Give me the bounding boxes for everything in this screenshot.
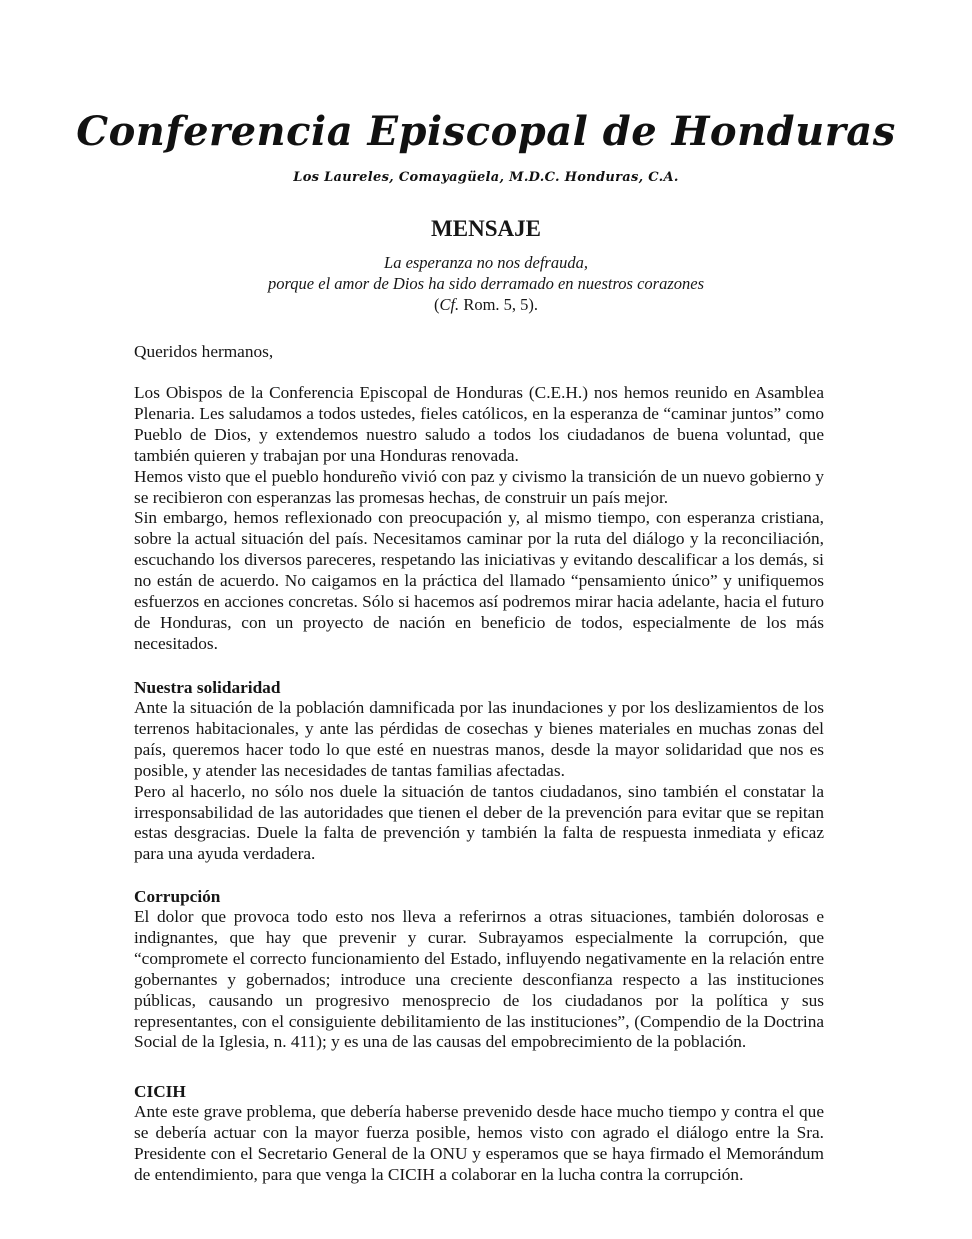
- section-heading-solidaridad: Nuestra solidaridad: [134, 678, 281, 697]
- intro-section: [134, 383, 824, 655]
- section-heading-corrupcion: Corrupción: [134, 887, 221, 906]
- section-cicih: [134, 1081, 824, 1186]
- greeting: Queridos hermanos,: [134, 342, 274, 361]
- epigraph: [0, 252, 972, 315]
- solidaridad-paragraph-1: Ante la situación de la población damnificada por las inundaciones y por los deslizamientos de los terrenos habitacionales, y ante las pérdidas de cosechas y bienes materiales en muchas zonas del país, queremos hacer todo lo que esté en nuestras manos, desde la mayor solidaridad que nos es posible, y atender las necesidades de tantas familias afectadas.: [134, 698, 824, 780]
- section-corrupcion: [134, 886, 824, 1053]
- epigraph-line-1: La esperanza no nos defrauda,: [384, 253, 588, 272]
- letterhead-address: Los Laureles, Comayagüela, M.D.C. Honduras, C.A.: [293, 170, 679, 185]
- epigraph-line-2: porque el amor de Dios ha sido derramado en nuestros corazones: [267, 274, 704, 293]
- document-title: MENSAJE: [431, 216, 541, 241]
- solidaridad-paragraph-2: Pero al hacerlo, no sólo nos duele la situación de tantos ciudadanos, sino también el constatar la irresponsabilidad de las autoridades que tienen el deber de la prevención para evitar que se repitan estas desgracias. Duele la falta de prevención y también la falta de respuesta inmediata y eficaz para una ayuda verdadera.: [134, 781, 824, 864]
- letterhead-title: Conferencia Episcopal de Honduras: [76, 108, 896, 155]
- citation-ref: Rom. 5, 5).: [459, 295, 539, 314]
- epigraph-citation: [0, 294, 972, 315]
- cicih-paragraph-1: Ante este grave problema, que debería haberse prevenido desde hace mucho tiempo y contra el que se debería actuar con la mayor fuerza posible, hemos visto con agrado el diálogo entre la Sra. Presidente con el Secretario General de la ONU y esperamos que se haya firmado el Memorándum de entendimiento, para que venga la CICIH a colaborar en la lucha contra la corrupción.: [134, 1102, 824, 1184]
- intro-paragraph-3: Sin embargo, hemos reflexionado con preocupación y, al mismo tiempo, con esperanza cristiana, sobre la actual situación del país. Necesitamos caminar por la ruta del diálogo y la reconciliación, escuchando los diversos pareceres, respetando las iniciativas y evitando descalificar a los demás, si no están de acuerdo. No caigamos en la práctica del llamado “pensamiento único” y unifiquemos esfuerzos en acciones concretas. Sólo si hacemos así podremos mirar hacia adelante, hacia el futuro de Honduras, con un proyecto de nación en beneficio de todos, especialmente de los más necesitados.: [134, 508, 824, 653]
- section-heading-cicih: CICIH: [134, 1082, 186, 1101]
- intro-paragraph-1: Los Obispos de la Conferencia Episcopal de Honduras (C.E.H.) nos hemos reunido en Asamblea Plenaria. Les saludamos a todos ustedes, fieles católicos, en la esperanza de “caminar juntos” como Pueblo de Dios, y extendemos nuestro saludo a todos los ciudadanos de buena voluntad, que también quieren y trabajan por una Honduras renovada.: [134, 383, 824, 465]
- intro-paragraph-2: Hemos visto que el pueblo hondureño vivió con paz y civismo la transición de un nuevo gobierno y se recibieron con esperanzas las promesas hechas, de construir un país mejor.: [134, 466, 824, 507]
- corrupcion-paragraph-1: El dolor que provoca todo esto nos lleva a referirnos a otras situaciones, también dolorosas e indignantes, que hay que prevenir y curar. Subrayamos especialmente la corrupción, que “compromete el correcto funcionamiento del Estado, influyendo negativamente en la relación entre gobernantes y gobernados; introduce una creciente desconfianza respecto a las instituciones públicas, causando un progresivo menosprecio de los ciudadanos por la política y sus representantes, con el consiguiente debilitamiento de las instituciones”, (Compendio de la Doctrina Social de la Iglesia, n. 411); y es una de las causas del empobrecimiento de la población.: [134, 907, 824, 1052]
- section-solidaridad: [134, 677, 824, 865]
- citation-cf: Cf.: [439, 295, 460, 314]
- citation-open: (: [433, 295, 440, 314]
